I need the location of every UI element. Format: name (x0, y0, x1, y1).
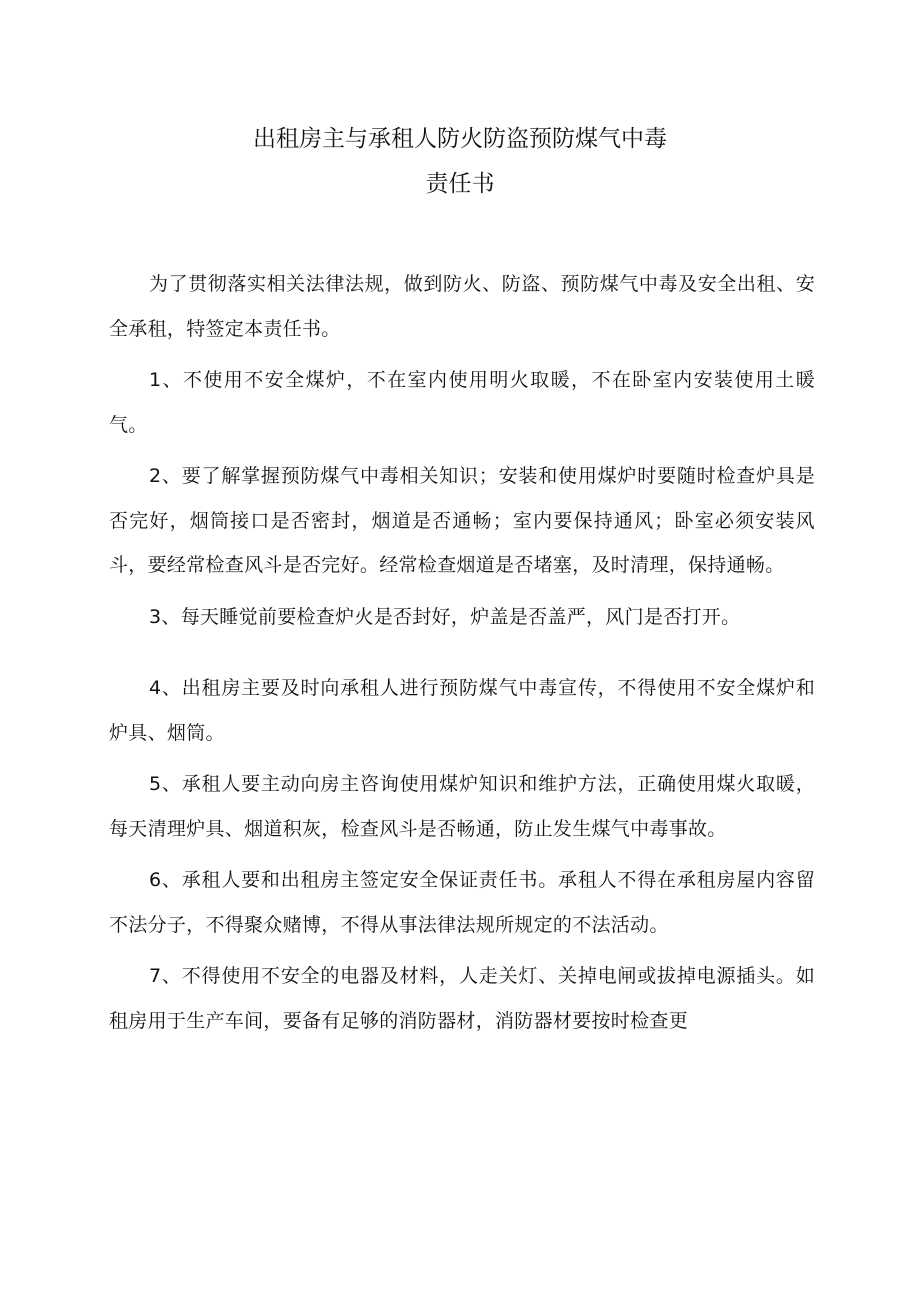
document-title (0, 122, 920, 201)
clause-2: 2、要了解掌握预防煤气中毒相关知识；安装和使用煤炉时要随时检查炉具是否完好，烟筒接口是否密封，烟道是否通畅；室内要保持通风；卧室必须安装风斗，要经常检查风斗是否完好。经常检查烟道是否堵塞，及时清理，保持通畅。 (109, 465, 815, 576)
clause-7: 7、不得使用不安全的电器及材料，人走关灯、关掉电闸或拔掉电源插头。如租房用于生产车间，要备有足够的消防器材，消防器材要按时检查更 (109, 965, 815, 1032)
document-body (109, 262, 815, 1043)
clause-5: 5、承租人要主动向房主咨询使用煤炉知识和维护方法，正确使用煤火取暖，每天清理炉具、烟道积灰，检查风斗是否畅通，防止发生煤气中毒事故。 (109, 773, 815, 840)
clause-4: 4、出租房主要及时向承租人进行预防煤气中毒宣传，不得使用不安全煤炉和炉具、烟筒。 (109, 677, 815, 744)
clause-3: 3、每天睡觉前要检查炉火是否封好，炉盖是否盖严，风门是否打开。 (149, 605, 741, 628)
clause-1: 1、不使用不安全煤炉，不在室内使用明火取暖，不在卧室内安装使用土暖气。 (109, 369, 815, 436)
intro-paragraph: 为了贯彻落实相关法律法规，做到防火、防盗、预防煤气中毒及安全出租、安全承租，特签定本责任书。 (109, 273, 815, 340)
clause-6: 6、承租人要和出租房主签定安全保证责任书。承租人不得在承租房屋内容留不法分子，不得聚众赌博，不得从事法律法规所规定的不法活动。 (109, 869, 815, 936)
title-line-2: 责任书 (425, 171, 495, 197)
title-line-1: 出租房主与承租人防火防盗预防煤气中毒 (253, 126, 667, 152)
